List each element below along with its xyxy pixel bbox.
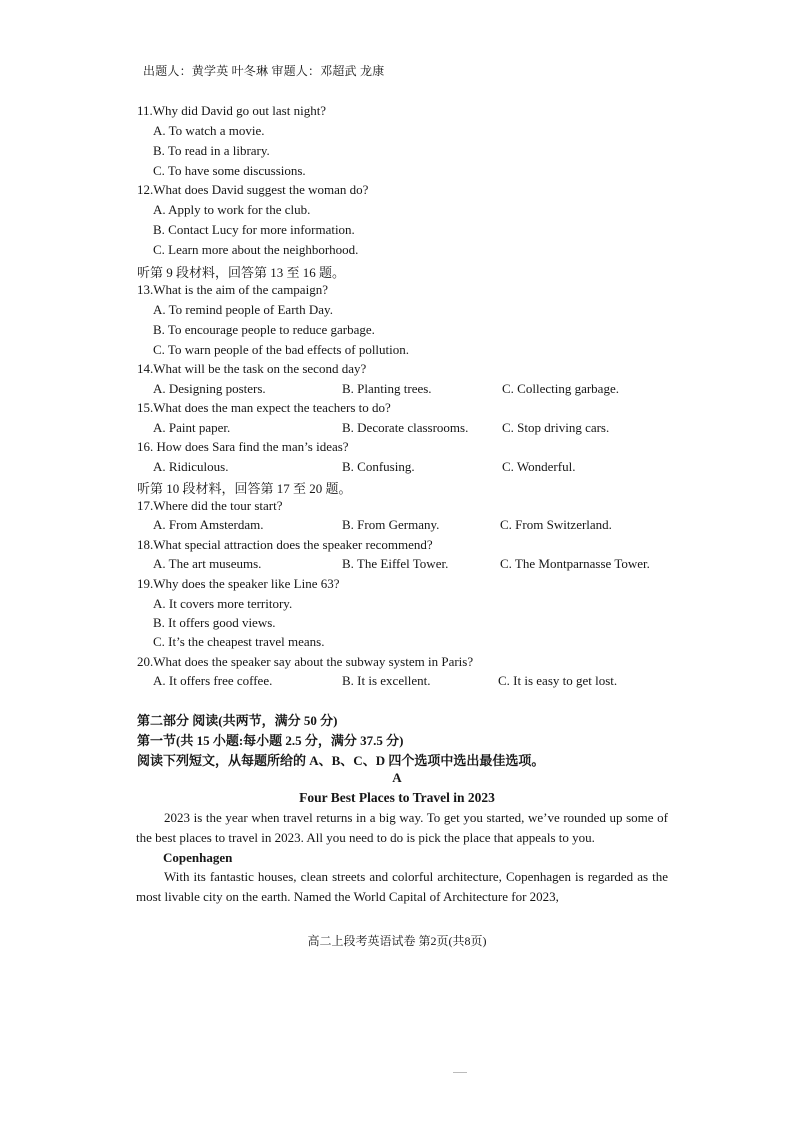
option-17a: A. From Amsterdam. — [153, 517, 264, 532]
passage-paragraph-1: 2023 is the year when travel returns in a big way. To get you started, we’ve rounded up some of the best places to travel in 2023. All you need to do is pick the place that appeals to you. — [136, 810, 668, 845]
question-12: 12.What does David suggest the woman do? — [137, 182, 369, 197]
option-12c: C. Learn more about the neighborhood. — [153, 242, 359, 257]
instruction-passage-9: 听第 9 段材料，回答第 13 至 16 题。 — [137, 265, 346, 280]
option-18c: C. The Montparnasse Tower. — [500, 556, 650, 571]
question-13: 13.What is the aim of the campaign? — [137, 282, 328, 297]
section1-heading: 第一节(共 15 小题:每小题 2.5 分，满分 37.5 分) — [137, 733, 404, 748]
question-16: 16. How does Sara find the man’s ideas? — [137, 439, 349, 454]
option-15a: A. Paint paper. — [153, 420, 231, 435]
option-19b: B. It offers good views. — [153, 615, 276, 630]
exam-header-authors: 出题人：黄学英 叶冬琳 审题人：邓超武 龙康 — [143, 64, 385, 78]
passage-letter: A — [392, 770, 402, 785]
option-18b: B. The Eiffel Tower. — [342, 556, 449, 571]
option-18a: A. The art museums. — [153, 556, 262, 571]
option-20c: C. It is easy to get lost. — [498, 673, 618, 688]
option-11a: A. To watch a movie. — [153, 123, 265, 138]
option-20b: B. It is excellent. — [342, 673, 431, 688]
question-17: 17.Where did the tour start? — [137, 498, 283, 513]
option-11b: B. To read in a library. — [153, 143, 270, 158]
option-11c: C. To have some discussions. — [153, 163, 306, 178]
option-17c: C. From Switzerland. — [500, 517, 612, 532]
question-19: 19.Why does the speaker like Line 63? — [137, 576, 340, 591]
part2-heading: 第二部分 阅读(共两节，满分 50 分) — [137, 713, 338, 728]
option-19c: C. It’s the cheapest travel means. — [153, 634, 325, 649]
page-footer: 高二上段考英语试卷 第2页(共8页) — [307, 934, 487, 948]
option-16b: B. Confusing. — [342, 459, 415, 474]
option-13b: B. To encourage people to reduce garbage. — [153, 322, 375, 337]
option-20a: A. It offers free coffee. — [153, 673, 273, 688]
passage-paragraph-2: With its fantastic houses, clean streets and colorful architecture, Copenhagen is regarded as the most livable city on the earth. Named the World Capital of Architecture for 2023, — [136, 869, 668, 904]
option-15b: B. Decorate classrooms. — [342, 420, 469, 435]
option-19a: A. It covers more territory. — [153, 596, 293, 611]
option-13c: C. To warn people of the bad effects of pollution. — [153, 342, 410, 357]
scan-speck — [453, 1072, 467, 1073]
instruction-passage-10: 听第 10 段材料，回答第 17 至 20 题。 — [137, 481, 352, 496]
option-16c: C. Wonderful. — [502, 459, 576, 474]
reading-directions: 阅读下列短文，从每题所给的 A、B、C、D 四个选项中选出最佳选项。 — [137, 753, 545, 768]
question-11: 11.Why did David go out last night? — [137, 103, 327, 118]
question-18: 18.What special attraction does the speaker recommend? — [137, 537, 433, 552]
option-17b: B. From Germany. — [342, 517, 440, 532]
option-14b: B. Planting trees. — [342, 381, 432, 396]
option-16a: A. Ridiculous. — [153, 459, 229, 474]
option-14a: A. Designing posters. — [153, 381, 266, 396]
option-13a: A. To remind people of Earth Day. — [153, 302, 333, 317]
subheading-copenhagen: Copenhagen — [163, 850, 233, 865]
question-15: 15.What does the man expect the teachers to do? — [137, 400, 391, 415]
option-15c: C. Stop driving cars. — [502, 420, 610, 435]
passage-title: Four Best Places to Travel in 2023 — [299, 790, 495, 805]
question-14: 14.What will be the task on the second day? — [137, 361, 367, 376]
question-20: 20.What does the speaker say about the subway system in Paris? — [137, 654, 474, 669]
option-12b: B. Contact Lucy for more information. — [153, 222, 355, 237]
option-12a: A. Apply to work for the club. — [153, 202, 311, 217]
option-14c: C. Collecting garbage. — [502, 381, 619, 396]
